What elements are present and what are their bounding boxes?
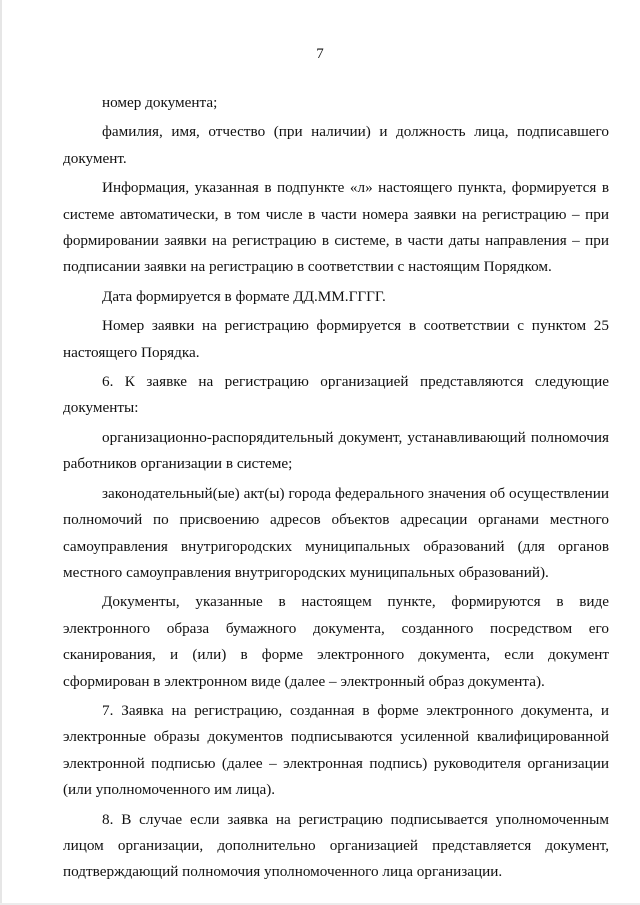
document-body [63,90,609,889]
paragraph-date-format: Дата формируется в формате ДД.ММ.ГГГГ. [102,287,386,305]
paragraph-item-8: 8. В случае если заявка на регистрацию подписывается уполномоченным лицом организации, дополнительно организацией представляется документ, подтверждающий полномочия уполномоченного лица организации. [63,810,609,881]
paragraph-electronic-image: Документы, указанные в настоящем пункте, формируются в виде электронного образа бумажного документа, созданного посредством его сканирования, и (или) в форме электронного документа, если документ сформирован в электронном виде (далее – электронный образ документа). [63,593,609,690]
paragraph-application-number: Номер заявки на регистрацию формируется в соответствии с пунктом 25 настоящего Порядка. [63,317,609,361]
paragraph-document-number: номер документа; [102,94,218,111]
page-number: 7 [316,46,324,62]
paragraph-item-7: 7. Заявка на регистрацию, созданная в форме электронного документа, и электронные образы документов подписываются усиленной квалифицированной электронной подписью (далее – электронная подпись) руководителя организации (или уполномоченного им лица). [63,701,609,799]
scan-edge-left [0,0,2,905]
paragraph-item-6: 6. К заявке на регистрацию организацией представляются следующие документы: [63,373,609,417]
paragraph-legislative-acts: законодательный(ые) акт(ы) города федерального значения об осуществлении полномочий по присвоению адресов объектов адресации органами местного самоуправления внутригородских муниципальных образований (для органов местного самоуправления внутригородских муниципальных образований). [63,484,609,581]
paragraph-org-document: организационно-распорядительный документ, устанавливающий полномочия работников организации в системе; [63,428,609,473]
paragraph-signer-name: фамилия, имя, отчество (при наличии) и должность лица, подписавшего документ. [63,123,609,167]
paragraph-auto-info: Информация, указанная в подпункте «л» настоящего пункта, формируется в системе автоматически, в том числе в части номера заявки на регистрацию – при формировании заявки на регистрацию в системе, в части даты направления – при подписании заявки на регистрацию в соответствии с настоящим Порядком. [63,179,609,276]
